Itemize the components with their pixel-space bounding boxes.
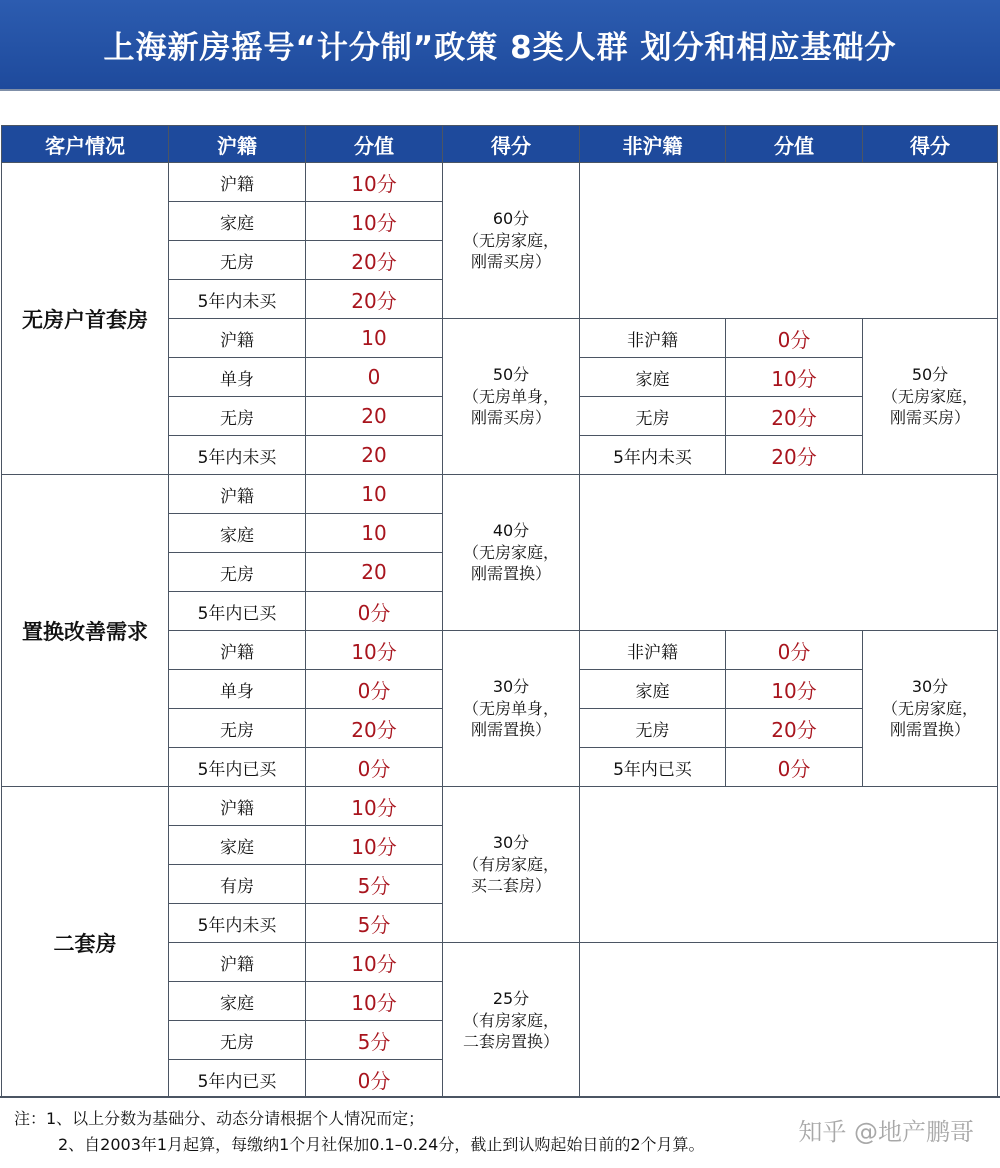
score-line: 60分 (492, 209, 530, 229)
score-line: 刚需买房） (889, 408, 970, 428)
header-non-local: 非沪籍 (580, 126, 726, 163)
score-line: （有房家庭， (462, 854, 559, 874)
local-points: 10 (306, 475, 443, 514)
score-line: 30分 (492, 833, 530, 853)
local-criterion: 单身 (169, 670, 306, 709)
non-local-empty-cell (580, 943, 998, 1099)
local-criterion: 沪籍 (169, 319, 306, 358)
local-points: 20 (306, 436, 443, 475)
non-local-criterion: 非沪籍 (580, 319, 726, 358)
non-local-criterion: 非沪籍 (580, 631, 726, 670)
non-local-points: 0分 (726, 319, 863, 358)
non-local-points: 10分 (726, 670, 863, 709)
score-line: 刚需买房） (470, 252, 551, 272)
score-table (1, 125, 998, 1099)
local-criterion: 无房 (169, 709, 306, 748)
local-points: 20 (306, 553, 443, 592)
table-row (2, 787, 998, 826)
local-total-score (443, 787, 580, 943)
score-line: 买二套房） (470, 876, 551, 896)
table-header-row (2, 126, 998, 163)
non-local-criterion: 5年内未买 (580, 436, 726, 475)
non-local-points: 20分 (726, 397, 863, 436)
score-line: 40分 (492, 521, 530, 541)
local-points: 5分 (306, 865, 443, 904)
table-row (2, 475, 998, 514)
score-line: 二套房置换） (462, 1032, 559, 1052)
header-spacer (0, 89, 1000, 125)
category-cell: 无房户首套房 (2, 163, 169, 475)
category-cell: 二套房 (2, 787, 169, 1099)
non-local-points: 20分 (726, 709, 863, 748)
local-points: 10 (306, 319, 443, 358)
local-criterion: 无房 (169, 553, 306, 592)
local-points: 10分 (306, 943, 443, 982)
local-points: 0分 (306, 748, 443, 787)
local-criterion: 沪籍 (169, 475, 306, 514)
score-line: 50分 (492, 365, 530, 385)
local-criterion: 家庭 (169, 514, 306, 553)
local-criterion: 无房 (169, 241, 306, 280)
header-non-local-score: 得分 (863, 126, 998, 163)
non-local-criterion: 家庭 (580, 358, 726, 397)
local-total-score (443, 319, 580, 475)
local-points: 10分 (306, 163, 443, 202)
page-title: 上海新房摇号“计分制”政策 8类人群 划分和相应基础分 (0, 0, 1000, 89)
local-points: 5分 (306, 904, 443, 943)
header-non-local-points: 分值 (726, 126, 863, 163)
score-line: 刚需置换） (470, 720, 551, 740)
table-row (2, 163, 998, 202)
watermark: 知乎 @地产鹏哥 (798, 1118, 974, 1146)
non-local-total-score (863, 319, 998, 475)
local-points: 0分 (306, 592, 443, 631)
local-criterion: 沪籍 (169, 787, 306, 826)
local-criterion: 家庭 (169, 826, 306, 865)
local-points: 10分 (306, 826, 443, 865)
local-points: 20分 (306, 280, 443, 319)
local-points: 10分 (306, 202, 443, 241)
score-line: （无房家庭， (462, 230, 559, 250)
local-total-score (443, 631, 580, 787)
local-total-score (443, 475, 580, 631)
local-criterion: 家庭 (169, 982, 306, 1021)
score-line: （有房家庭， (462, 1010, 559, 1030)
local-points: 10 (306, 514, 443, 553)
non-local-criterion: 无房 (580, 709, 726, 748)
local-points: 10分 (306, 982, 443, 1021)
local-points: 10分 (306, 631, 443, 670)
score-line: 25分 (492, 989, 530, 1009)
local-criterion: 无房 (169, 397, 306, 436)
local-criterion: 单身 (169, 358, 306, 397)
header-local-points: 分值 (306, 126, 443, 163)
category-cell: 置换改善需求 (2, 475, 169, 787)
local-total-score (443, 163, 580, 319)
local-criterion: 5年内未买 (169, 436, 306, 475)
non-local-empty-cell (580, 787, 998, 943)
local-criterion: 5年内已买 (169, 748, 306, 787)
local-points: 20 (306, 397, 443, 436)
non-local-criterion: 5年内已买 (580, 748, 726, 787)
score-line: （无房单身， (462, 386, 559, 406)
score-line: 刚需置换） (889, 720, 970, 740)
local-criterion: 沪籍 (169, 631, 306, 670)
non-local-criterion: 家庭 (580, 670, 726, 709)
score-line: 刚需置换） (470, 564, 551, 584)
non-local-empty-cell (580, 475, 998, 631)
score-line: （无房家庭， (881, 698, 978, 718)
local-total-score (443, 943, 580, 1099)
local-points: 10分 (306, 787, 443, 826)
local-criterion: 无房 (169, 1021, 306, 1060)
score-line: （无房单身， (462, 698, 559, 718)
score-line: 30分 (911, 677, 949, 697)
table-body (2, 163, 998, 1099)
local-criterion: 5年内未买 (169, 280, 306, 319)
non-local-points: 20分 (726, 436, 863, 475)
local-points: 5分 (306, 1021, 443, 1060)
local-criterion: 有房 (169, 865, 306, 904)
local-points: 20分 (306, 709, 443, 748)
non-local-points: 0分 (726, 748, 863, 787)
local-points: 0 (306, 358, 443, 397)
local-criterion: 沪籍 (169, 163, 306, 202)
header-customer: 客户情况 (2, 126, 169, 163)
header-local-score: 得分 (443, 126, 580, 163)
non-local-points: 0分 (726, 631, 863, 670)
score-line: （无房家庭， (881, 386, 978, 406)
non-local-points: 10分 (726, 358, 863, 397)
local-points: 20分 (306, 241, 443, 280)
footnote-1: 注：1、以上分数为基础分、动态分请根据个人情况而定； (14, 1109, 425, 1128)
non-local-total-score (863, 631, 998, 787)
local-criterion: 5年内未买 (169, 904, 306, 943)
score-line: 刚需买房） (470, 408, 551, 428)
score-line: 50分 (911, 365, 949, 385)
score-line: （无房家庭， (462, 542, 559, 562)
local-criterion: 家庭 (169, 202, 306, 241)
local-criterion: 沪籍 (169, 943, 306, 982)
score-line: 30分 (492, 677, 530, 697)
footnote-2: 2、自2003年1月起算，每缴纳1个月社保加0.1–0.24分，截止到认购起始日前的2个月算。 (58, 1134, 705, 1154)
local-points: 0分 (306, 1060, 443, 1099)
header-local: 沪籍 (169, 126, 306, 163)
local-criterion: 5年内已买 (169, 592, 306, 631)
non-local-empty-cell (580, 163, 998, 319)
local-points: 0分 (306, 670, 443, 709)
local-criterion: 5年内已买 (169, 1060, 306, 1099)
non-local-criterion: 无房 (580, 397, 726, 436)
